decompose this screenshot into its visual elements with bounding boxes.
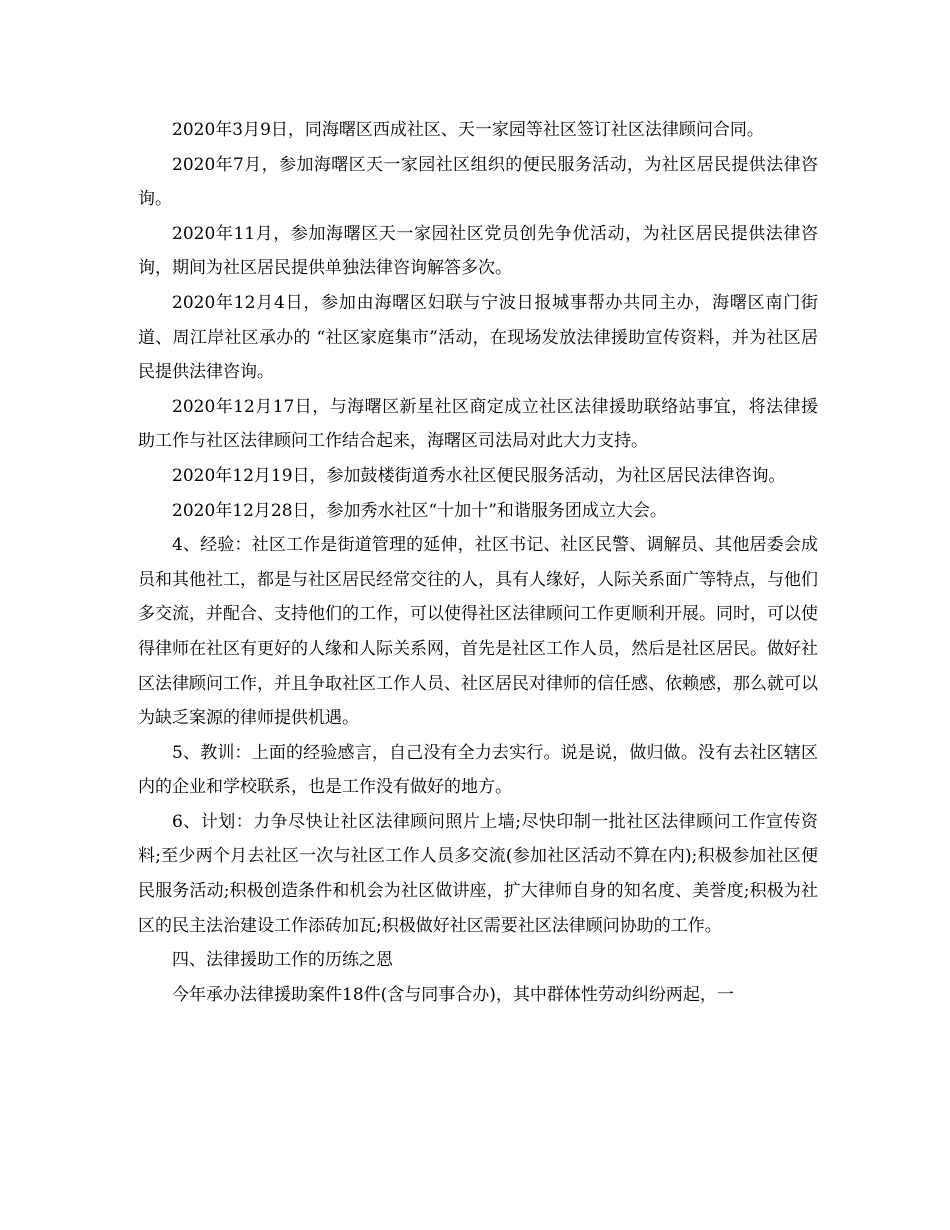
paragraph-july-service: 2020年7月，参加海曙区天一家园社区组织的便民服务活动，为社区居民提供法律咨询。 (138, 154, 818, 210)
paragraph-family-market: 2020年12月4日，参加由海曙区妇联与宁波日报城事帮办共同主办，海曙区南门街道、周江岸社区承办的 “社区家庭集市”活动，在现场发放法律援助宣传资料，并为社区居民提供法律咨询。 (138, 292, 818, 383)
paragraph-service-group: 2020年12月28日，参加秀水社区“十加十”和谐服务团成立大会。 (172, 500, 667, 521)
paragraph-legal-aid-cases: 今年承办法律援助案件18件(含与同事合办)，其中群体性劳动纠纷两起，一 (172, 984, 734, 1005)
paragraph-lessons: 5、教训：上面的经验感言，自己没有全力去实行。说是说，做归做。没有去社区辖区内的企业和学校联系，也是工作没有做好的地方。 (138, 742, 818, 798)
paragraph-contract-signing: 2020年3月9日，同海曙区西成社区、天一家园等社区签订社区法律顾问合同。 (172, 120, 764, 140)
document-body (138, 113, 818, 1012)
paragraph-plan: 6、计划：力争尽快让社区法律顾问照片上墙;尽快印制一批社区法律顾问工作宣传资料;至少两个月去社区一次与社区工作人员多交流(参加社区活动不算在内);积极参加社区便民服务活动;积极创造条件和机会为社区做讲座，扩大律师自身的知名度、美誉度;积极为社区的民主法治建设工作添砖加瓦;积极做好社区需要社区法律顾问协助的工作。 (138, 811, 818, 936)
paragraph-liaison-station: 2020年12月17日，与海曙区新星社区商定成立社区法律援助联络站事宜，将法律援助工作与社区法律顾问工作结合起来，海曙区司法局对此大力支持。 (138, 396, 818, 452)
paragraph-experience: 4、经验：社区工作是街道管理的延伸，社区书记、社区民警、调解员、其他居委会成员和其他社工，都是与社区居民经常交往的人，具有人缘好，人际关系面广等特点，与他们多交流，并配合、支持他们的工作，可以使得社区法律顾问工作更顺利开展。同时，可以使得律师在社区有更好的人缘和人际关系网，首先是社区工作人员，然后是社区居民。做好社区法律顾问工作，并且争取社区工作人员、社区居民对律师的信任感、依赖感，那么就可以为缺乏案源的律师提供机遇。 (138, 535, 818, 729)
paragraph-gulou-service: 2020年12月19日，参加鼓楼街道秀水社区便民服务活动，为社区居民法律咨询。 (172, 465, 786, 486)
paragraph-november-activity: 2020年11月，参加海曙区天一家园社区党员创先争优活动，为社区居民提供法律咨询，期间为社区居民提供单独法律咨询解答多次。 (138, 223, 818, 279)
section-heading-legal-aid: 四、法律援助工作的历练之恩 (172, 950, 393, 971)
